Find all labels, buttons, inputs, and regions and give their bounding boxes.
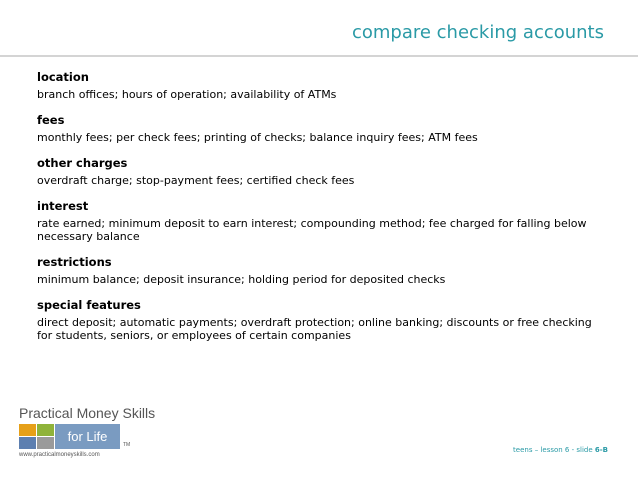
section-body: minimum balance; deposit insurance; holding period for deposited checks xyxy=(37,273,446,286)
section-location xyxy=(37,70,603,101)
section-heading: special features xyxy=(37,298,141,312)
section-body: monthly fees; per check fees; printing of checks; balance inquiry fees; ATM fees xyxy=(37,131,478,144)
section-heading: location xyxy=(37,70,89,84)
section-interest xyxy=(37,199,603,243)
section-body: overdraft charge; stop-payment fees; certified check fees xyxy=(37,174,355,187)
logo-square xyxy=(37,437,54,449)
logo-url: www.practicalmoneyskills.com xyxy=(19,452,100,458)
section-heading: other charges xyxy=(37,156,128,170)
logo-subtitle: for Life xyxy=(55,424,120,449)
footer-text: teens – lesson 6 - slide xyxy=(513,446,595,454)
practical-money-skills-logo xyxy=(19,405,156,467)
logo-square xyxy=(19,437,36,449)
section-restrictions xyxy=(37,255,603,286)
section-fees xyxy=(37,113,603,144)
content-area xyxy=(37,70,603,354)
slide-footer xyxy=(513,446,608,454)
section-heading: restrictions xyxy=(37,255,112,269)
logo-squares-icon xyxy=(19,424,55,449)
section-heading: interest xyxy=(37,199,89,213)
section-body: direct deposit; automatic payments; overdraft protection; online banking; discounts or free checking for students, seniors, or employees of certain companies xyxy=(37,316,592,342)
logo-trademark: TM xyxy=(123,442,131,448)
logo-square xyxy=(37,424,54,436)
title-divider xyxy=(0,55,638,57)
section-body: branch offices; hours of operation; availability of ATMs xyxy=(37,88,337,101)
section-other-charges xyxy=(37,156,603,187)
section-special-features xyxy=(37,298,603,342)
section-body: rate earned; minimum deposit to earn interest; compounding method; fee charged for falling below necessary balance xyxy=(37,217,587,243)
section-heading: fees xyxy=(37,113,65,127)
slide-title: compare checking accounts xyxy=(351,22,604,43)
slide-number: 6-B xyxy=(594,446,608,454)
logo-title: Practical Money Skills xyxy=(19,405,156,421)
logo-square xyxy=(19,424,36,436)
